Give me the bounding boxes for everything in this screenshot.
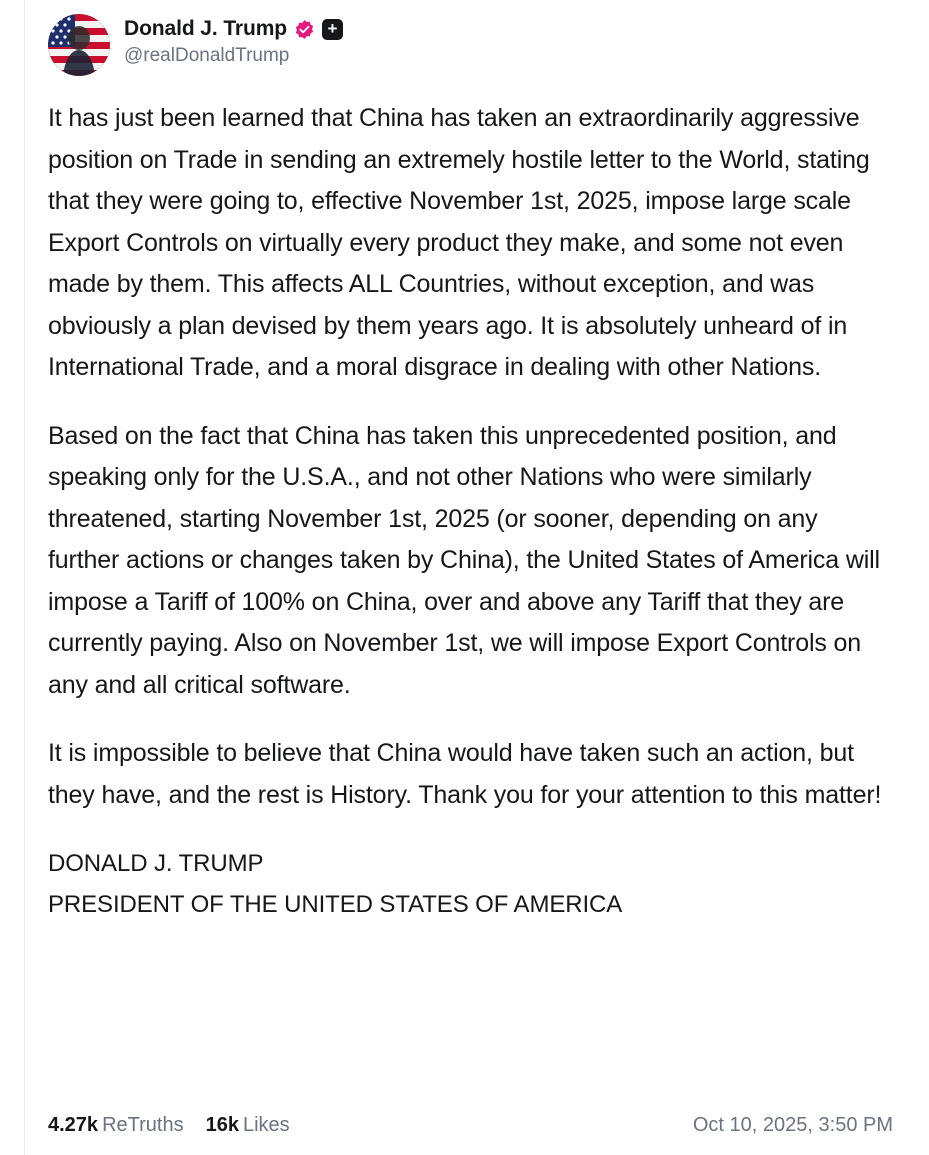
display-name[interactable]: Donald J. Trump xyxy=(124,17,288,40)
post-timestamp[interactable]: Oct 10, 2025, 3:50 PM xyxy=(692,1114,893,1136)
avatar[interactable] xyxy=(48,14,110,76)
retruths-count: 4.27k xyxy=(48,1114,99,1136)
post-paragraph: It has just been learned that China has taken an extraordinarily aggressive position on Trade in sending an extremely hostile letter to the World, stating that they were going to, effective November 1st, 2025, impose large scale Export Controls on virtually every product they make, and some not even made by them. This affects ALL Countries, without exception, and was obviously a plan devised by them years ago. It is absolutely unheard of in International Trade, and a moral disgrace in dealing with other Nations. xyxy=(48,104,870,381)
post-footer xyxy=(48,1114,893,1137)
retruths-stat[interactable] xyxy=(48,1114,184,1137)
post-header xyxy=(36,0,893,76)
post-paragraph: It is impossible to believe that China would have taken such an action, but they have, and the rest is History. Thank you for your attention to this matter! xyxy=(48,739,882,809)
author-identity xyxy=(124,14,343,67)
author-handle[interactable]: @realDonaldTrump xyxy=(124,45,290,66)
plus-badge-icon: + xyxy=(322,19,343,40)
signature-title: PRESIDENT OF THE UNITED STATES OF AMERICA xyxy=(48,891,623,918)
name-row xyxy=(124,17,343,41)
thread-rule xyxy=(24,0,25,1155)
usa-flag-avatar xyxy=(48,14,110,76)
post-paragraph: Based on the fact that China has taken this unprecedented position, and speaking only for the U.S.A., and not other Nations who were similarly threatened, starting November 1st, 2025 (or sooner, depending on any further actions or changes taken by China), the United States of America will impose a Tariff of 100% on China, over and above any Tariff that they are currently paying. Also on November 1st, we will impose Export Controls on any and all critical software. xyxy=(48,421,880,699)
verified-check-icon xyxy=(294,19,315,40)
post-body xyxy=(36,98,893,925)
engagement-stats xyxy=(48,1114,290,1137)
likes-count: 16k xyxy=(205,1114,239,1136)
signature-name: DONALD J. TRUMP xyxy=(48,850,264,877)
likes-label: Likes xyxy=(242,1114,290,1136)
likes-stat[interactable] xyxy=(206,1114,290,1137)
retruths-label: ReTruths xyxy=(102,1114,184,1136)
